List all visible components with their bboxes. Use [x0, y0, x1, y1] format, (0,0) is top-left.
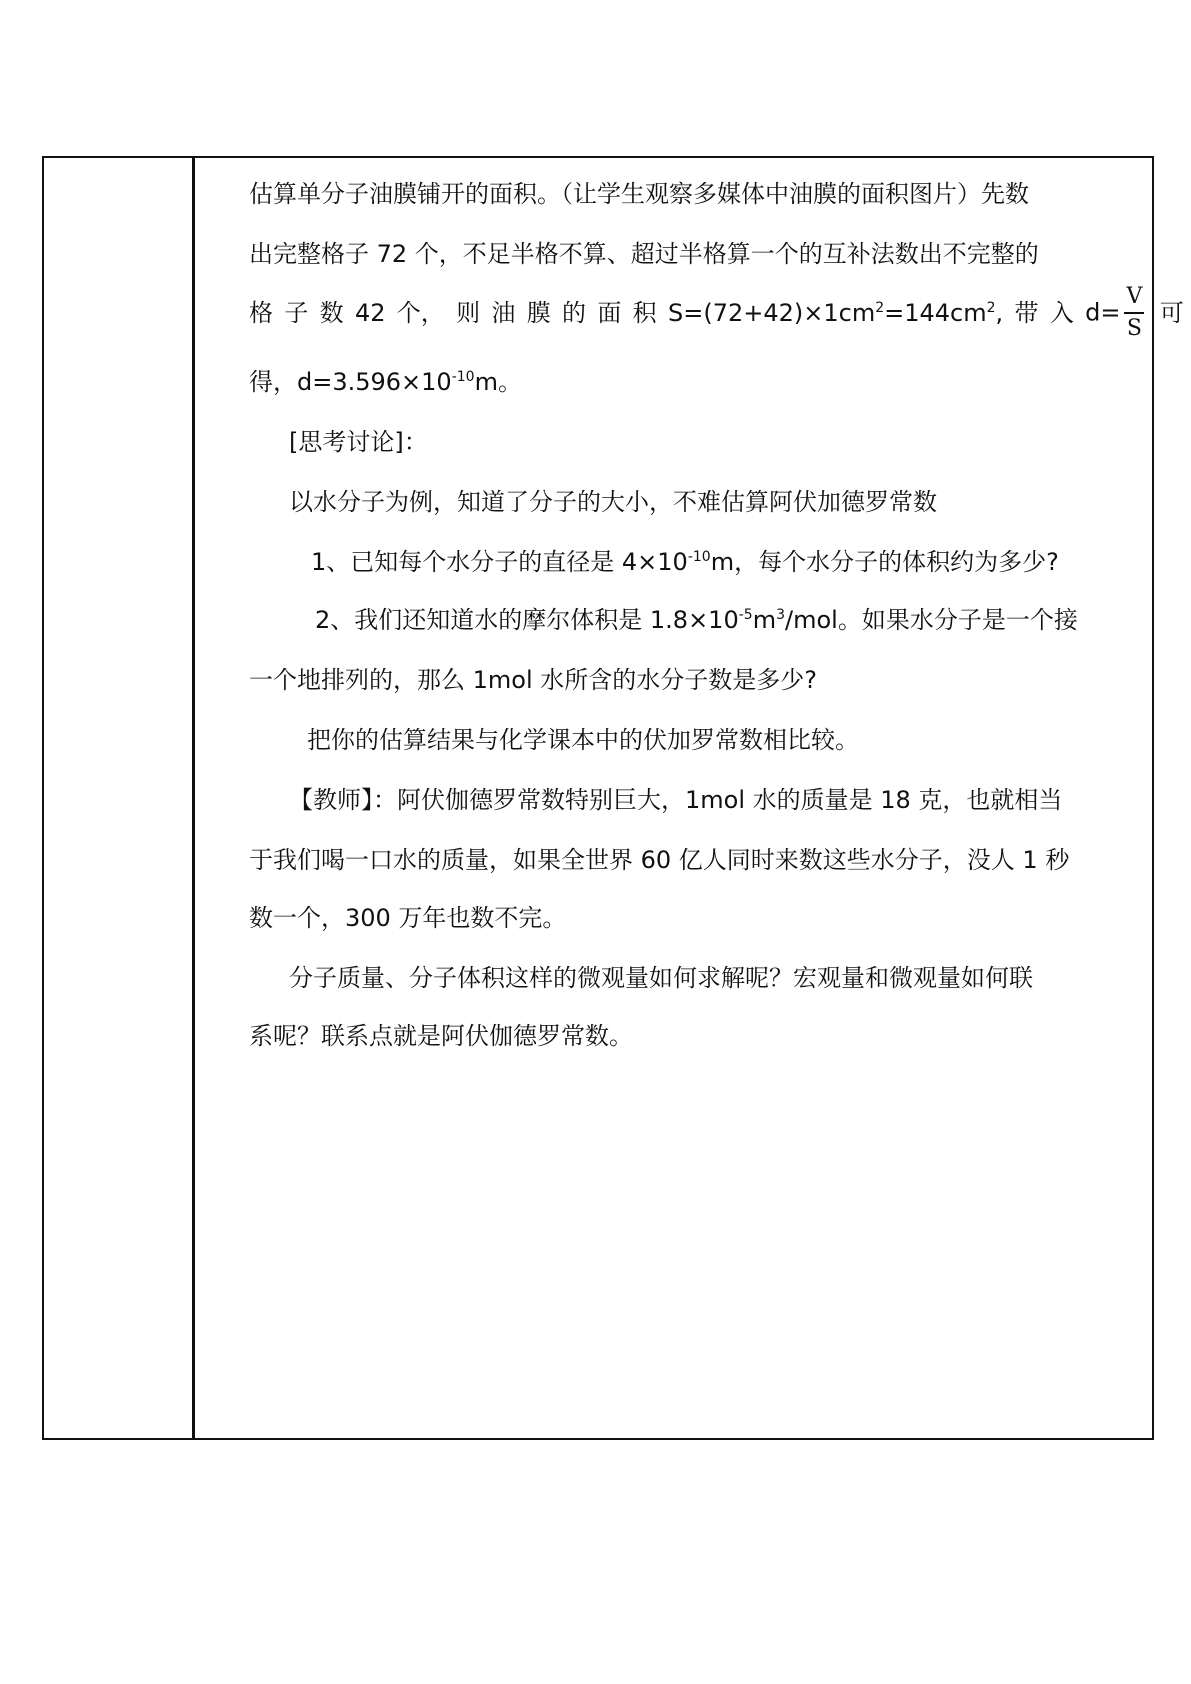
word: 格	[249, 299, 273, 327]
text-line-1: 估算单分子油膜铺开的面积。（让学生观察多媒体中油膜的面积图片）先数	[249, 180, 1029, 208]
word: 可	[1159, 299, 1184, 327]
text-line-15: 系呢？联系点就是阿伏伽德罗常数。	[249, 1022, 633, 1050]
word: 膜	[526, 299, 551, 327]
word: 油	[491, 299, 516, 327]
text-line-6: 以水分子为例，知道了分子的大小，不难估算阿伏加德罗常数	[289, 488, 937, 516]
question-1: 1、已知每个水分子的直径是 $4\times 10^{-10}m$，每个水分子的体积约为多少?	[311, 548, 1059, 576]
text-line-4: 得，$d=3.596\times 10^{-10}m$。	[249, 368, 522, 396]
word: 的	[562, 299, 587, 327]
table-frame	[42, 156, 1184, 1440]
area-formula: $S=(72+42)\times 1cm^2=144cm^2$,	[667, 299, 1004, 327]
fraction-v-over-s: $\frac{V}{S}$	[1124, 284, 1144, 343]
discussion-heading: [思考讨论]：	[289, 428, 428, 456]
word: 42	[354, 299, 386, 327]
word: 数	[319, 299, 344, 327]
word: 积	[632, 299, 657, 327]
question-2: 2、我们还知道水的摩尔体积是 $1.8\times 10^{-5}m^3$/mol。如果水分子是一个接	[315, 606, 1078, 634]
text-line-10: 把你的估算结果与化学课本中的伏加罗常数相比较。	[307, 726, 859, 754]
thickness-formula: d= $\frac{V}{S}$	[1085, 284, 1148, 343]
teacher-note-3: 数一个，300 万年也数不完。	[249, 904, 567, 932]
word: 个，	[396, 299, 445, 327]
text-line-14: 分子质量、分子体积这样的微观量如何求解呢？宏观量和微观量如何联	[289, 964, 1033, 992]
text-line-2: 出完整格子 72 个，不足半格不算、超过半格算一个的互补法数出不完整的	[249, 240, 1039, 268]
word: 入	[1049, 299, 1074, 327]
column-divider	[192, 158, 195, 1438]
teacher-note-2: 于我们喝一口水的质量，如果全世界 60 亿人同时来数这些水分子，没人 1 秒	[249, 846, 1070, 874]
teacher-note-1: 【教师】：阿伏伽德罗常数特别巨大，1mol 水的质量是 18 克，也就相当	[289, 786, 1063, 814]
text-line-9: 一个地排列的，那么 1mol 水所含的水分子数是多少?	[249, 666, 817, 694]
text-line-3	[249, 283, 1184, 341]
word: 则	[456, 299, 481, 327]
word: 带	[1014, 299, 1039, 327]
word: 子	[284, 299, 309, 327]
word: 面	[597, 299, 622, 327]
